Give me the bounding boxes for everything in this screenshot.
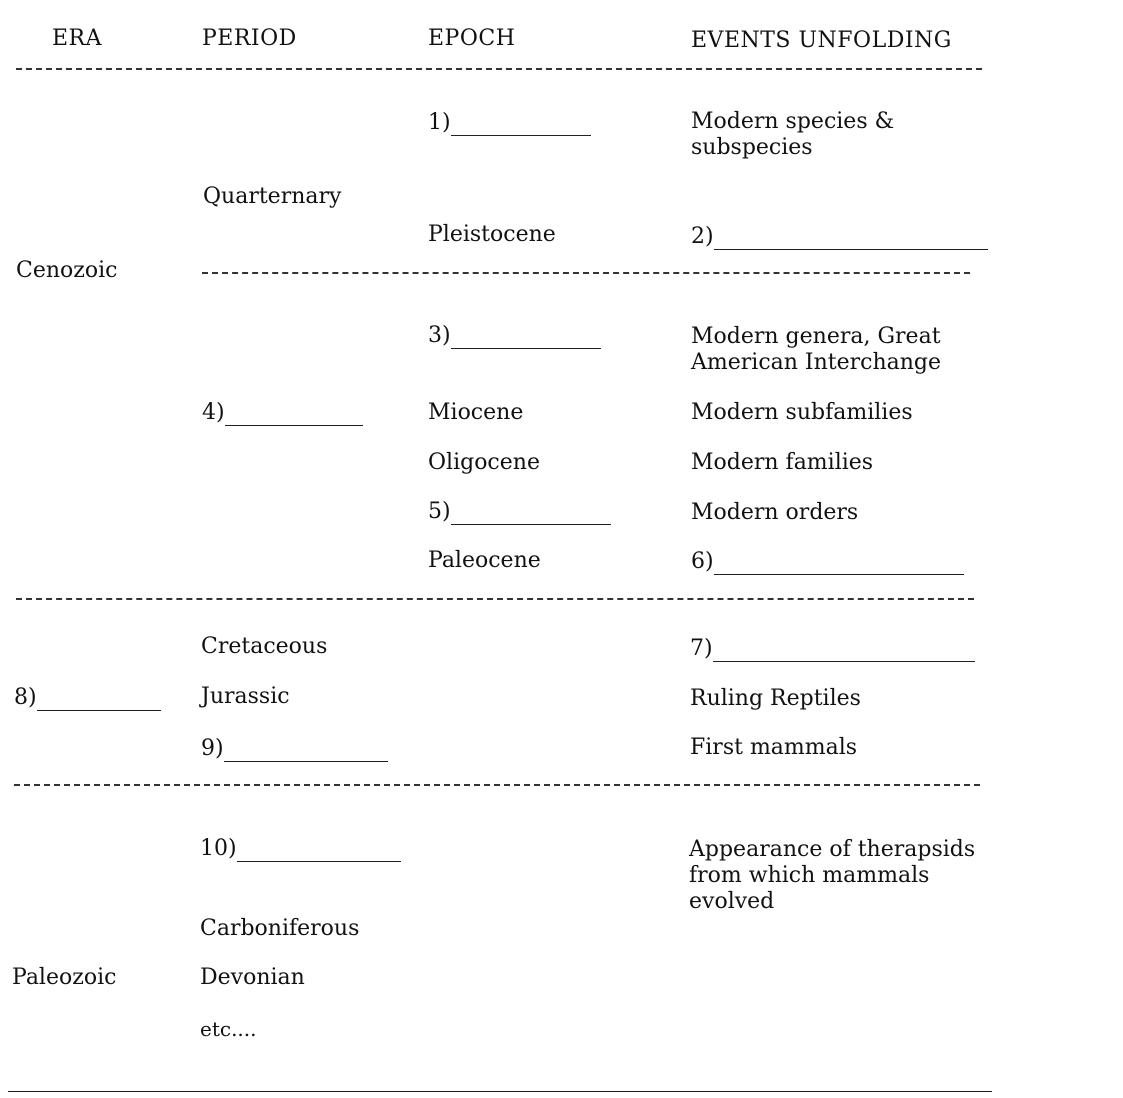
period-cretaceous: Cretaceous — [201, 634, 328, 659]
header-divider — [16, 68, 982, 70]
blank-2-line — [714, 229, 988, 250]
period-devonian: Devonian — [200, 965, 305, 990]
epoch-miocene: Miocene — [428, 400, 524, 425]
event-therapsids: Appearance of therapsids from which mammals evolved — [689, 837, 976, 914]
blank-2[interactable] — [691, 224, 988, 250]
blank-10[interactable] — [200, 836, 401, 862]
divider-quarternary — [202, 272, 970, 274]
blank-7[interactable] — [690, 636, 975, 662]
period-carboniferous: Carboniferous — [200, 916, 360, 941]
blank-5-line — [451, 504, 611, 525]
blank-3[interactable] — [428, 323, 601, 349]
event-modern-genera: Modern genera, Great American Interchange — [691, 324, 942, 375]
header-period: PERIOD — [202, 26, 297, 51]
era-paleozoic: Paleozoic — [12, 965, 117, 990]
blank-10-line — [237, 841, 401, 862]
divider-cenozoic — [16, 598, 974, 600]
blank-6-label: 6) — [691, 549, 714, 574]
blank-9-line — [224, 741, 388, 762]
blank-1-label: 1) — [428, 110, 451, 135]
epoch-paleocene: Paleocene — [428, 548, 541, 573]
period-etc: etc.... — [200, 1017, 257, 1041]
event-ruling-reptiles: Ruling Reptiles — [690, 686, 861, 711]
blank-6-line — [714, 554, 964, 575]
blank-5[interactable] — [428, 499, 611, 525]
blank-7-line — [713, 641, 975, 662]
era-cenozoic: Cenozoic — [16, 258, 118, 283]
blank-2-label: 2) — [691, 224, 714, 249]
blank-8-label: 8) — [14, 685, 37, 710]
epoch-oligocene: Oligocene — [428, 450, 540, 475]
blank-9-label: 9) — [201, 736, 224, 761]
blank-8[interactable] — [14, 685, 161, 711]
blank-5-label: 5) — [428, 499, 451, 524]
period-jurassic: Jurassic — [201, 684, 290, 709]
blank-9[interactable] — [201, 736, 388, 762]
event-modern-species: Modern species & subspecies — [691, 109, 895, 160]
blank-7-label: 7) — [690, 636, 713, 661]
header-epoch: EPOCH — [428, 26, 516, 51]
period-quarternary: Quarternary — [203, 184, 342, 209]
blank-1-line — [451, 115, 591, 136]
divider-mesozoic — [14, 784, 980, 786]
epoch-pleistocene: Pleistocene — [428, 222, 556, 247]
blank-8-line — [37, 690, 161, 711]
blank-1[interactable] — [428, 110, 591, 136]
event-modern-families: Modern families — [691, 450, 874, 475]
blank-4-line — [225, 405, 363, 426]
blank-4-label: 4) — [202, 400, 225, 425]
blank-10-label: 10) — [200, 836, 237, 861]
header-era: ERA — [52, 26, 103, 51]
bottom-rule — [8, 1091, 992, 1092]
blank-3-line — [451, 328, 601, 349]
event-modern-orders: Modern orders — [691, 500, 859, 525]
event-first-mammals: First mammals — [690, 735, 858, 760]
event-modern-subfamilies: Modern subfamilies — [691, 400, 913, 425]
blank-3-label: 3) — [428, 323, 451, 348]
blank-6[interactable] — [691, 549, 964, 575]
blank-4[interactable] — [202, 400, 363, 426]
header-events: EVENTS UNFOLDING — [691, 28, 952, 53]
